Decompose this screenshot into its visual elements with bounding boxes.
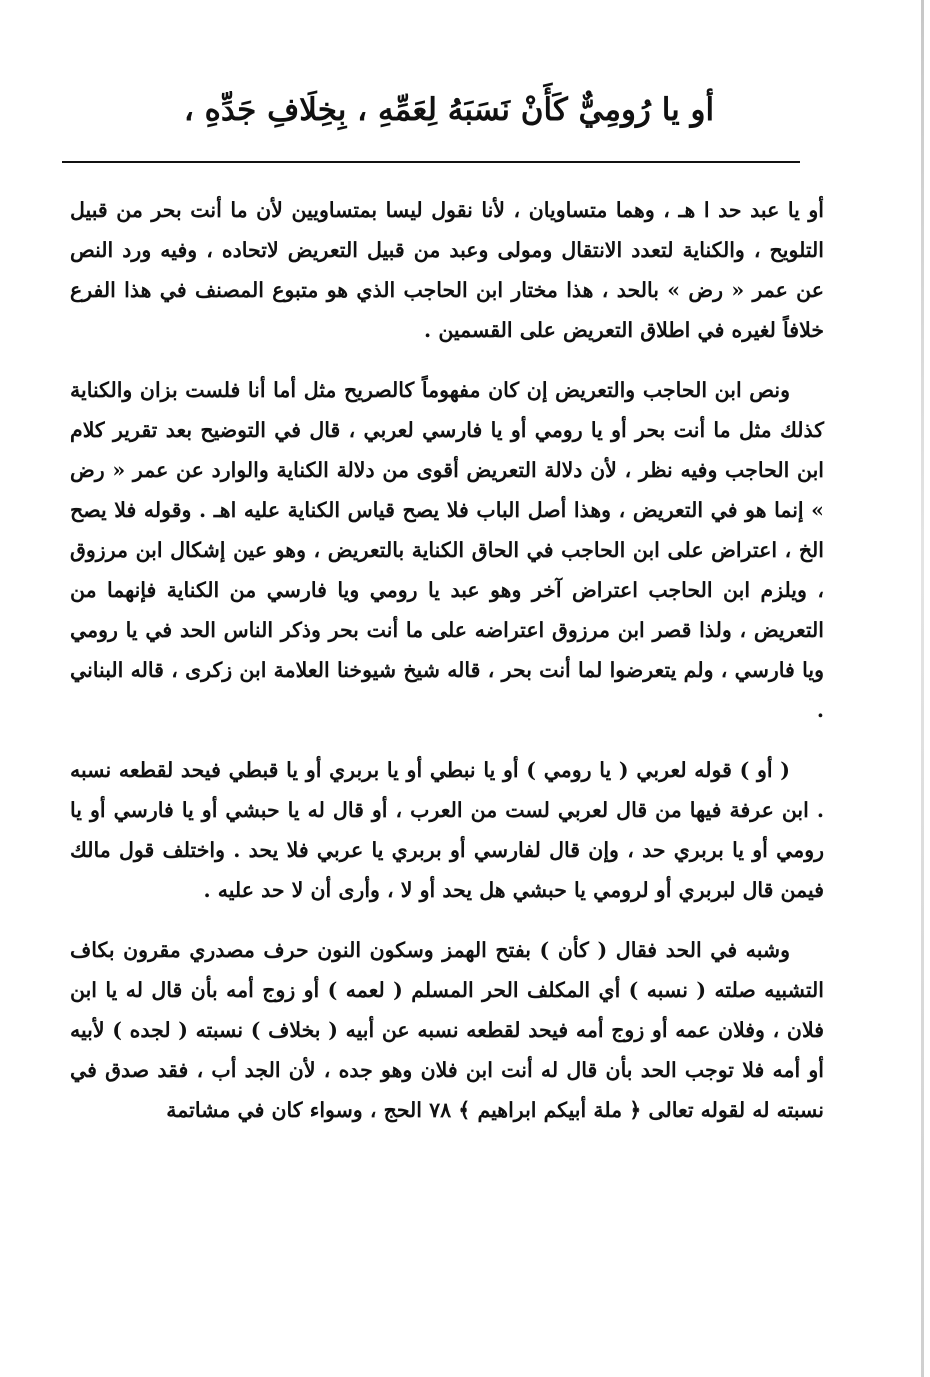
paragraph-3: ( أو ) قوله لعربي ( يا رومي ) أو يا نبطي أو يا بربري أو يا قبطي فيحد لقطعه نسبه . ابن عرفة فيها من قال لعربي لست من العرب ، أو قال له يا حبشي أو يا فارسي أو يا رومي أو يا بربري حد ، وإن قال لفارسي أو بربري يا عربي فلا يحد . واختلف قول مالك فيمن قال لبربري أو لرومي يا حبشي هل يحد أو لا ، وأرى أن لا حد عليه . [70,758,824,902]
paragraph-1: أو يا عبد حد ا هـ ، وهما متساويان ، لأنا نقول ليسا بمتساويين لأن ما أنت بحر من قبيل التلويح ، والكناية لتعدد الانتقال ومولى وعبد من قبيل التعريض لاتحاده ، وفيه ورد النص عن عمر « رض » بالحد ، هذا مختار ابن الحاجب الذي هو متبوع المصنف في هذا الفرع خلافاً لغيره في اطلاق التعريض على القسمين . [70,198,824,342]
header-divider-rule [62,161,800,163]
scan-edge-shadow [921,0,924,1377]
page-header-verse: أو يا رُومِيٌّ كَأَنْ نَسَبَهُ لِعَمِّهِ ، بِخِلَافِ جَدِّهِ ، [183,92,715,128]
paragraph-2: ونص ابن الحاجب والتعريض إن كان مفهوماً كالصريح مثل أما أنا فلست بزان والكناية كذلك مثل ما أنت بحر أو يا رومي أو يا فارسي لعربي ، قال في التوضيح بعد تقرير كلام ابن الحاجب وفيه نظر ، لأن دلالة التعريض أقوى من دلالة الكناية والوارد عن عمر « رض » إنما هو في التعريض ، وهذا أصل الباب فلا يصح قياس الكناية عليه اهـ . وقوله فلا يصح الخ ، اعتراض على ابن الحاجب في الحاق الكناية بالتعريض ، وهو عين إشكال ابن مرزوق ، ويلزم ابن الحاجب اعتراض آخر وهو عبد يا رومي ويا فارسي من الكناية فإنهما من التعريض ، ولذا قصر ابن مرزوق اعتراضه على ما أنت بحر وذكر الناس الحد في يا رومي ويا فارسي ، ولم يتعرضوا لما أنت بحر ، قاله شيخ شيوخنا العلامة ابن زكرى ، قاله البناني . [70,378,824,722]
paragraph-4: وشبه في الحد فقال ( كأن ) بفتح الهمز وسكون النون حرف مصدري مقرون بكاف التشبيه صلته ( نسبه ) أي المكلف الحر المسلم ( لعمه ) أو زوج أمه بأن قال له يا ابن فلان ، وفلان عمه أو زوج أمه فيحد لقطعه نسبه عن أبيه ( بخلاف ) نسبته ( لجده ) لأبيه أو أمه فلا توجب الحد بأن قال له أنت ابن فلان وهو جده ، لأن الجد أب ، فقد صدق في نسبته له لقوله تعالى ﴿ ملة أبيكم ابراهيم ﴾ ٧٨ الحج ، وسواء كان في مشاتمة [70,938,824,1122]
commentary-body [70,190,824,1130]
